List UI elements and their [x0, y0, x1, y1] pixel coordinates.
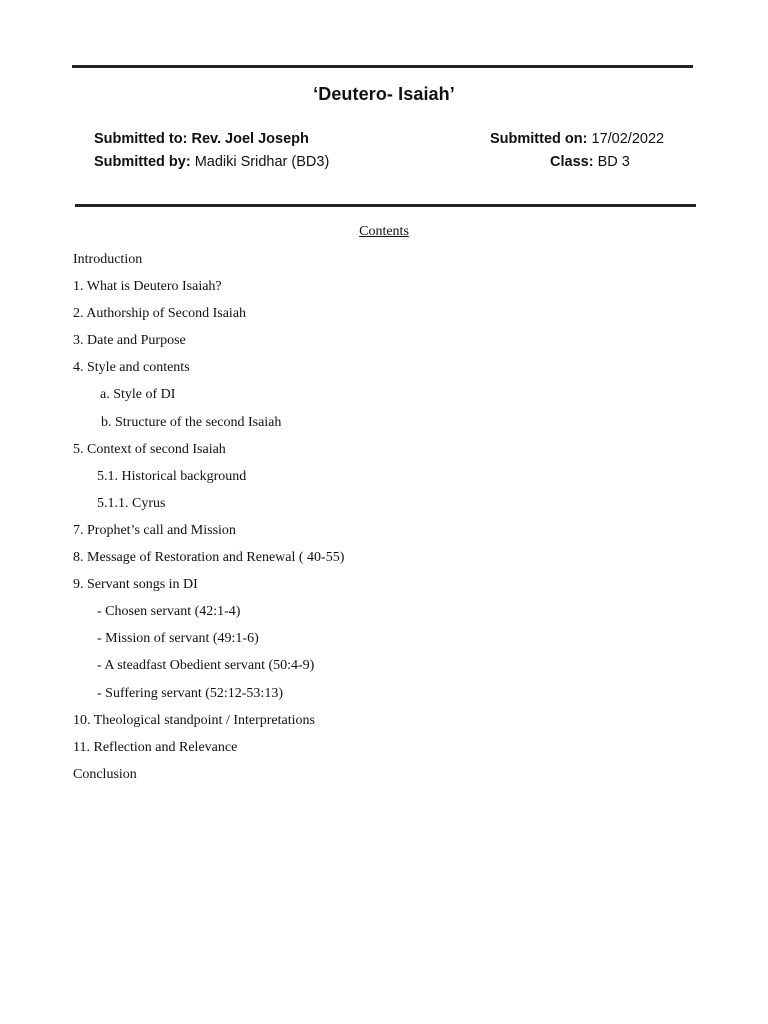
submitted-on-label: Submitted on:	[490, 131, 588, 147]
toc-subitem: 5.1.1. Cyrus	[97, 495, 166, 511]
toc-subitem: - Chosen servant (42:1-4)	[97, 604, 241, 620]
toc-subitem: b. Structure of the second Isaiah	[101, 414, 282, 430]
toc-item: 1. What is Deutero Isaiah?	[73, 279, 222, 295]
toc-subitem: 5.1. Historical background	[97, 468, 247, 484]
class-info	[550, 154, 630, 170]
toc-item: 3. Date and Purpose	[73, 333, 186, 349]
contents-heading: Contents	[359, 224, 409, 239]
submitted-on-value: 17/02/2022	[591, 131, 665, 147]
toc-subitem: - Mission of servant (49:1-6)	[97, 631, 259, 647]
toc-item: 5. Context of second Isaiah	[73, 441, 226, 457]
class-value: BD 3	[597, 154, 630, 170]
toc-item: 7. Prophet’s call and Mission	[73, 522, 236, 538]
table-of-contents	[73, 251, 344, 793]
toc-item: 2. Authorship of Second Isaiah	[73, 306, 247, 322]
submitted-to	[94, 131, 309, 147]
toc-subitem: - Suffering servant (52:12-53:13)	[97, 685, 283, 701]
submitted-by	[94, 154, 329, 170]
submitted-by-label: Submitted by:	[94, 154, 191, 170]
submitted-on	[490, 131, 664, 147]
toc-item: 11. Reflection and Relevance	[73, 739, 238, 755]
toc-item: 8. Message of Restoration and Renewal ( 40-55)	[73, 550, 345, 566]
toc-item: Introduction	[73, 252, 143, 267]
submitted-by-value: Madiki Sridhar (BD3)	[194, 154, 330, 170]
submitted-to-value: Rev. Joel Joseph	[191, 131, 309, 147]
toc-subitem: a. Style of DI	[100, 387, 176, 403]
toc-item: 4. Style and contents	[73, 360, 190, 376]
class-label: Class:	[550, 154, 594, 170]
toc-item: 10. Theological standpoint / Interpretations	[73, 712, 315, 728]
bottom-divider	[75, 204, 696, 207]
toc-item: Conclusion	[73, 766, 137, 782]
submitted-to-label: Submitted to:	[94, 131, 188, 147]
top-divider	[72, 65, 693, 68]
toc-subitem: - A steadfast Obedient servant (50:4-9)	[97, 658, 315, 674]
document-title: ‘Deutero- Isaiah’	[313, 84, 455, 104]
toc-item: 9. Servant songs in DI	[73, 577, 198, 593]
